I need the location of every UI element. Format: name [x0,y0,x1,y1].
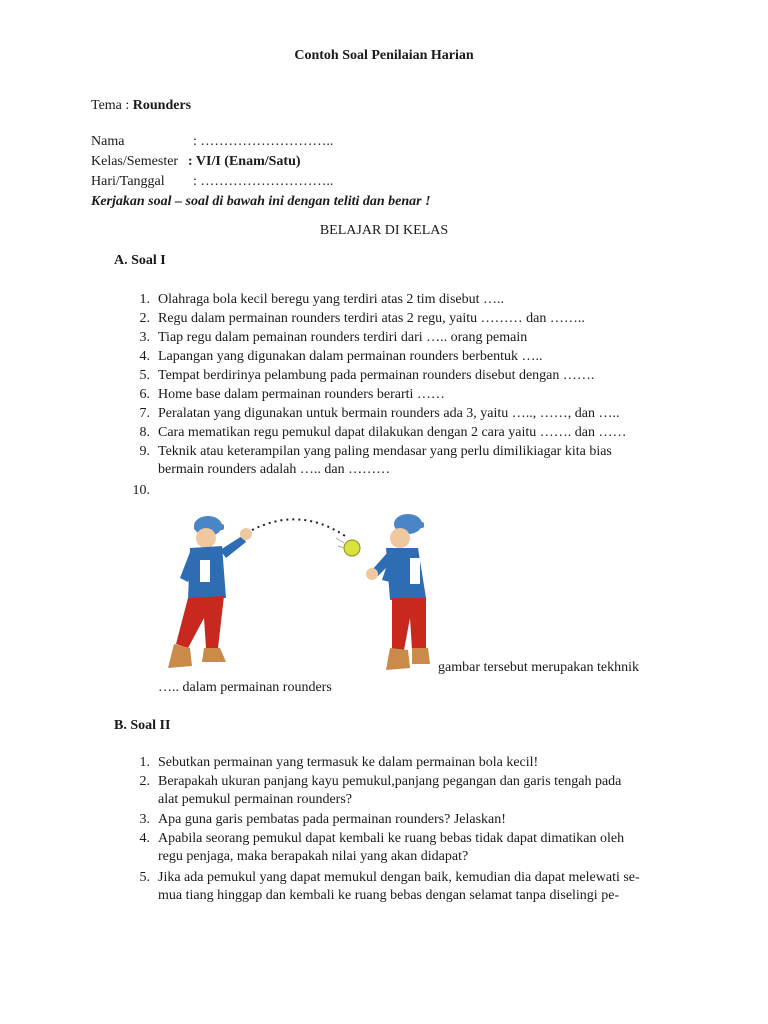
tema-label: Tema : [91,98,133,113]
q10-caption-2: ….. dalam permainan rounders [158,680,332,695]
hari-label: Hari/Tanggal [91,174,165,189]
question-number: 4. [139,349,150,364]
question-item [139,386,445,404]
question-item [139,830,625,866]
question-number: 3. [139,812,150,827]
nama-label: Nama [91,134,125,149]
question-item [139,367,595,385]
question-number: 1. [139,292,150,307]
question-text: alat pemukul permainan rounders? [158,792,352,807]
question-number: 1. [139,755,150,770]
question-item [139,424,627,442]
question-number: 10. [132,483,150,498]
question-number: 8. [139,425,150,440]
section-title: BELAJAR DI KELAS [319,223,449,238]
question-text: mua tiang hinggap dan kembali ke ruang bebas dengan selamat tanpa diselingi pe- [158,888,620,903]
hari-value: : ……………………….. [193,174,334,189]
question-item [139,443,612,479]
question-number: 2. [139,311,150,326]
question-item [139,329,528,347]
question-text: Tiap regu dalam pemainan rounders terdiri dari ….. orang pemain [158,330,528,345]
question-number: 4. [139,831,150,846]
question-number: 5. [139,870,150,885]
question-text: Apa guna garis pembatas pada permainan rounders? Jelaskan! [158,812,506,827]
question-number: 7. [139,406,150,421]
question-item [139,811,506,829]
question-text: Berapakah ukuran panjang kayu pemukul,panjang pegangan dan garis tengah pada [158,774,622,789]
question-number: 2. [139,774,150,789]
question-text: Jika ada pemukul yang dapat memukul dengan baik, kemudian dia dapat melewati se- [158,870,640,885]
question-text: Teknik atau keterampilan yang paling mendasar yang perlu dimilikiagar kita bias [158,444,612,459]
question-number: 3. [139,330,150,345]
thrower-figure [168,516,252,668]
question-number: 5. [139,368,150,383]
question-text: regu penjaga, maka berapakah nilai yang akan didapat? [158,849,469,864]
rounders-throw-illustration [160,508,450,673]
question-item [139,310,585,328]
question-item [139,291,505,309]
question-text: Peralatan yang digunakan untuk bermain rounders ada 3, yaitu ….., ……, dan ….. [158,406,620,421]
ball-icon [344,540,360,556]
question-text: Lapangan yang digunakan dalam permainan rounders berbentuk ….. [158,349,543,364]
tema-row [91,97,191,115]
question-item [139,405,620,423]
question-item [139,869,640,905]
question-text: Cara mematikan regu pemukul dapat dilakukan dengan 2 cara yaitu ……. dan …… [158,425,627,440]
question-text: Olahraga bola kecil beregu yang terdiri atas 2 tim disebut ….. [158,292,505,307]
question-item [139,754,539,772]
q10-caption-1: gambar tersebut merupakan tekhnik [438,660,639,675]
soal1-heading: A. Soal I [114,253,166,268]
question-number: 9. [139,444,150,459]
kelas-label: Kelas/Semester [91,154,179,169]
question-item [139,773,622,809]
question-text: bermain rounders adalah ….. dan ……… [158,462,391,477]
page-title: Contoh Soal Penilaian Harian [294,48,474,63]
instruction: Kerjakan soal – soal di bawah ini dengan teliti dan benar ! [91,194,431,209]
question-number: 6. [139,387,150,402]
question-text: Tempat berdirinya pelambung pada permainan rounders disebut dengan ……. [158,368,595,383]
tema-value: Rounders [132,98,192,113]
question-text: Sebutkan permainan yang termasuk ke dalam permainan bola kecil! [158,755,539,770]
question-item [139,348,543,366]
question-text: Regu dalam permainan rounders terdiri atas 2 regu, yaitu ……… dan …….. [158,311,585,326]
catcher-figure [366,514,430,670]
ball-trajectory [252,519,345,536]
soal2-heading: B. Soal II [114,718,171,733]
question-text: Home base dalam permainan rounders berarti …… [158,387,445,402]
question-text: Apabila seorang pemukul dapat kembali ke ruang bebas tidak dapat dimatikan oleh [158,831,625,846]
nama-value: : ……………………….. [193,134,334,149]
kelas-value: : VI/I (Enam/Satu) [188,154,301,169]
